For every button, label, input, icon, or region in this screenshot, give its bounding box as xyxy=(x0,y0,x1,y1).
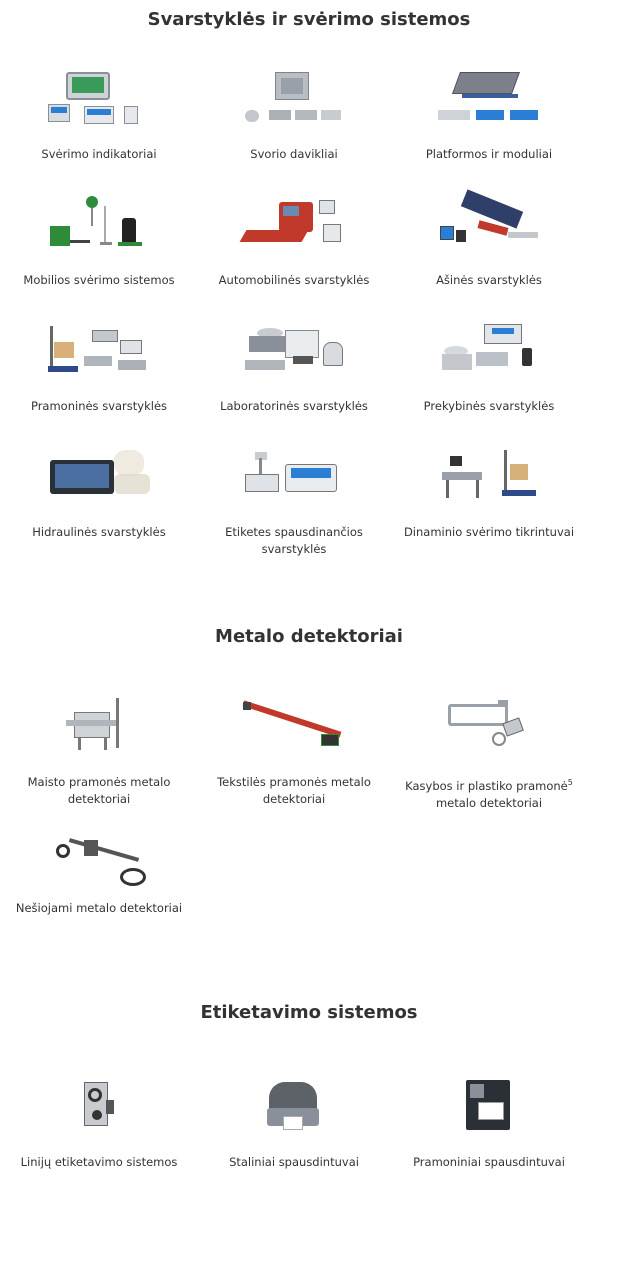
platform-scale-icon xyxy=(434,70,544,136)
category-card-mobile-weighing[interactable] xyxy=(2,196,196,289)
category-card-portable-metal-detectors[interactable] xyxy=(2,824,196,917)
category-card-industrial-scales[interactable] xyxy=(2,322,196,415)
weighing-indicator-icon xyxy=(44,70,154,136)
food-metal-detector-icon xyxy=(44,698,154,764)
category-label: Pramoniniai spausdintuvai xyxy=(413,1155,565,1169)
category-card-checkweighers[interactable] xyxy=(392,448,586,541)
industrial-printer-icon xyxy=(434,1078,544,1144)
category-label: Pramoninės svarstyklės xyxy=(30,399,168,413)
category-card-mining-metal-detectors[interactable] xyxy=(392,698,586,812)
checkweigher-icon xyxy=(434,448,544,514)
desktop-printer-icon xyxy=(239,1078,349,1144)
section-title-labeling-systems: Etiketavimo sistemos xyxy=(200,1002,418,1023)
axle-scale-icon xyxy=(434,196,544,262)
category-card-retail-scales[interactable] xyxy=(392,322,586,415)
label-printing-scale-icon xyxy=(239,448,349,514)
category-label: Laboratorinės svarstyklės xyxy=(220,399,368,413)
textile-metal-detector-icon xyxy=(239,698,349,764)
industrial-scale-icon xyxy=(44,322,154,388)
mining-metal-detector-icon xyxy=(434,698,544,764)
category-card-hydraulic-scales[interactable] xyxy=(2,448,196,541)
load-cell-icon xyxy=(239,70,349,136)
category-card-truck-scales[interactable] xyxy=(197,196,391,289)
category-label: Mobilios svėrimo sistemos xyxy=(23,273,175,287)
category-card-axle-scales[interactable] xyxy=(392,196,586,289)
portable-metal-detector-icon xyxy=(44,824,154,890)
category-card-weighing-indicators[interactable] xyxy=(2,70,196,163)
category-label: Prekybinės svarstyklės xyxy=(423,399,555,413)
category-label: Hidraulinės svarstyklės xyxy=(32,525,166,539)
truck-scale-icon xyxy=(239,196,349,262)
category-card-platforms[interactable] xyxy=(392,70,586,163)
category-card-label-printing-scales[interactable] xyxy=(197,448,391,558)
category-label: Dinaminio svėrimo tikrintuvai xyxy=(403,525,575,539)
category-label: Platformos ir moduliai xyxy=(425,147,553,161)
category-label: Ašinės svarstyklės xyxy=(436,273,542,287)
category-label: Kasybos ir plastiko pramonė$^5$ metalo detektoriai xyxy=(405,778,573,810)
line-labeling-icon xyxy=(44,1078,154,1144)
category-label: Etiketes spausdinančios svarstyklės xyxy=(225,525,363,556)
section-title-weighing: Svarstyklės ir svėrimo sistemos xyxy=(147,9,471,30)
category-card-desktop-printers[interactable] xyxy=(197,1078,391,1171)
section-title-metal-detectors: Metalo detektoriai xyxy=(215,626,403,647)
category-card-food-metal-detectors[interactable] xyxy=(2,698,196,808)
laboratory-scale-icon xyxy=(239,322,349,388)
category-label: Staliniai spausdintuvai xyxy=(229,1155,359,1169)
retail-scale-icon xyxy=(434,322,544,388)
category-label: Tekstilės pramonės metalo detektoriai xyxy=(217,775,371,806)
category-label: Svėrimo indikatoriai xyxy=(41,147,157,161)
category-card-industrial-printers[interactable] xyxy=(392,1078,586,1171)
category-card-line-labeling[interactable] xyxy=(2,1078,196,1171)
category-label: Maisto pramonės metalo detektoriai xyxy=(27,775,171,806)
category-label: Svorio davikliai xyxy=(250,147,338,161)
category-label: Nešiojami metalo detektoriai xyxy=(15,901,183,915)
mobile-weighing-icon xyxy=(44,196,154,262)
category-label: Linijų etiketavimo sistemos xyxy=(20,1155,178,1169)
category-card-textile-metal-detectors[interactable] xyxy=(197,698,391,808)
category-card-load-cells[interactable] xyxy=(197,70,391,163)
category-card-laboratory-scales[interactable] xyxy=(197,322,391,415)
hydraulic-scale-icon xyxy=(44,448,154,514)
category-label: Automobilinės svarstyklės xyxy=(218,273,370,287)
